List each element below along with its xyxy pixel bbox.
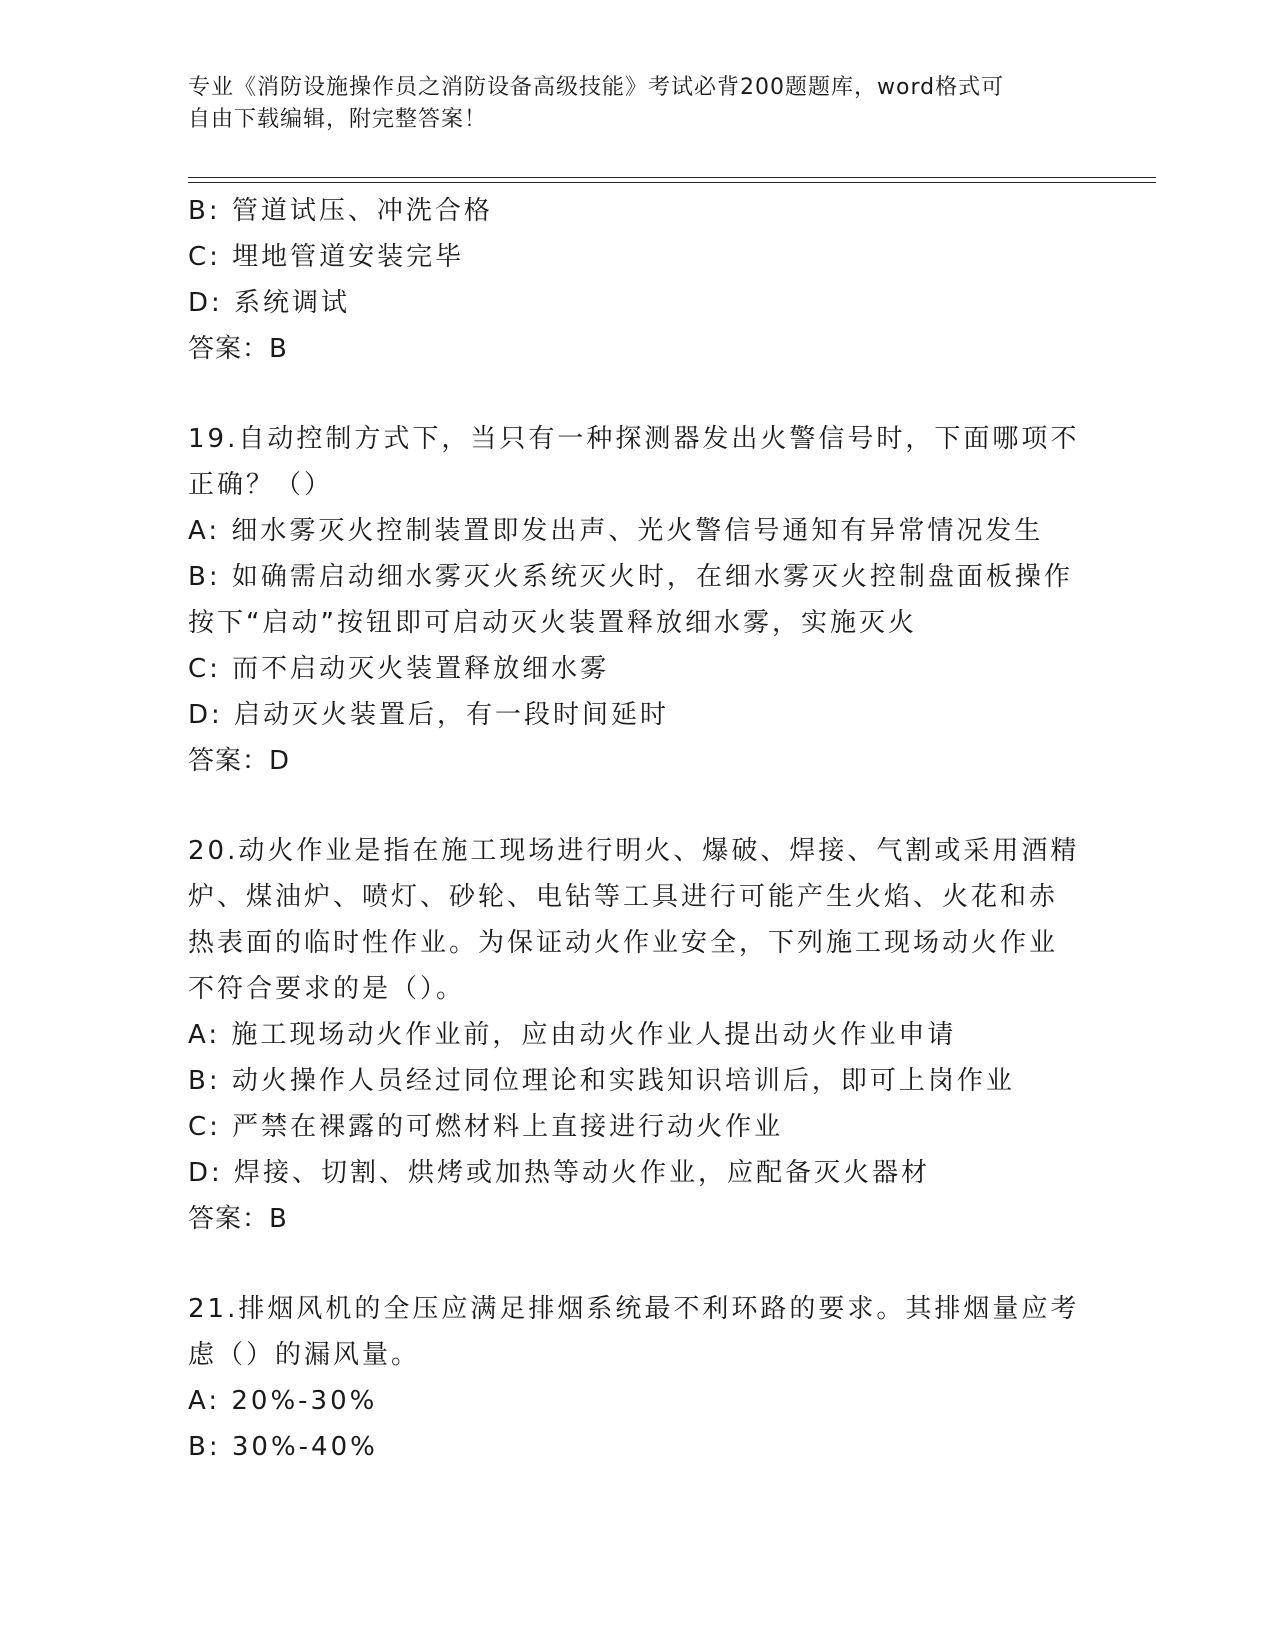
question-stem: 19.自动控制方式下，当只有一种探测器发出火警信号时，下面哪项不 <box>188 424 1080 454</box>
question-21 <box>188 1286 1088 1470</box>
spacer <box>188 372 1088 416</box>
header-line-1: 专业《消防设施操作员之消防设备高级技能》考试必背200题题库，word格式可 <box>188 75 1005 100</box>
question-stem: 虑（）的漏风量。 <box>188 1340 421 1370</box>
spacer <box>188 784 1088 828</box>
option-d: D: 系统调试 <box>188 288 351 318</box>
option-a: A: 细水雾灭火控制装置即发出声、光火警信号通知有异常情况发生 <box>188 516 1044 546</box>
question-20 <box>188 828 1088 1242</box>
question-18 <box>188 188 1088 372</box>
option-b-continued: 按下“启动”按钮即可启动灭火装置释放细水雾，实施灭火 <box>188 608 917 638</box>
question-stem: 热表面的临时性作业。为保证动火作业安全，下列施工现场动火作业 <box>188 928 1059 958</box>
spacer <box>188 1242 1088 1286</box>
option-b: B: 30%-40% <box>188 1432 378 1462</box>
question-stem: 21.排烟风机的全压应满足排烟系统最不利环路的要求。其排烟量应考 <box>188 1294 1080 1324</box>
question-stem: 炉、煤油炉、喷灯、砂轮、电钻等工具进行可能产生火焰、火花和赤 <box>188 882 1059 912</box>
option-c: C: 严禁在裸露的可燃材料上直接进行动火作业 <box>188 1112 784 1142</box>
question-stem: 正确？（） <box>188 470 334 500</box>
answer: 答案：D <box>188 746 291 776</box>
option-c: C: 埋地管道安装完毕 <box>188 242 465 272</box>
option-d: D: 启动灭火装置后，有一段时间延时 <box>188 700 670 730</box>
option-b: B: 动火操作人员经过同位理论和实践知识培训后，即可上岗作业 <box>188 1066 1015 1096</box>
answer: 答案：B <box>188 334 288 364</box>
question-stem: 不符合要求的是（）。 <box>188 974 466 1004</box>
header-line-2: 自由下载编辑，附完整答案！ <box>188 107 488 132</box>
question-stem: 20.动火作业是指在施工现场进行明火、爆破、焊接、气割或采用酒精 <box>188 836 1080 866</box>
question-list <box>188 188 1088 1470</box>
option-b: B: 管道试压、冲洗合格 <box>188 196 493 226</box>
option-a: A: 20%-30% <box>188 1386 378 1416</box>
option-c: C: 而不启动灭火装置释放细水雾 <box>188 654 610 684</box>
option-b: B: 如确需启动细水雾灭火系统灭火时，在细水雾灭火控制盘面板操作 <box>188 562 1073 592</box>
option-a: A: 施工现场动火作业前，应由动火作业人提出动火作业申请 <box>188 1020 957 1050</box>
question-19 <box>188 416 1088 784</box>
header-divider-bottom <box>188 182 1156 183</box>
document-header <box>188 72 1068 136</box>
option-d: D: 焊接、切割、烘烤或加热等动火作业，应配备灭火器材 <box>188 1158 931 1188</box>
answer: 答案：B <box>188 1204 288 1234</box>
header-divider-top <box>188 177 1156 178</box>
